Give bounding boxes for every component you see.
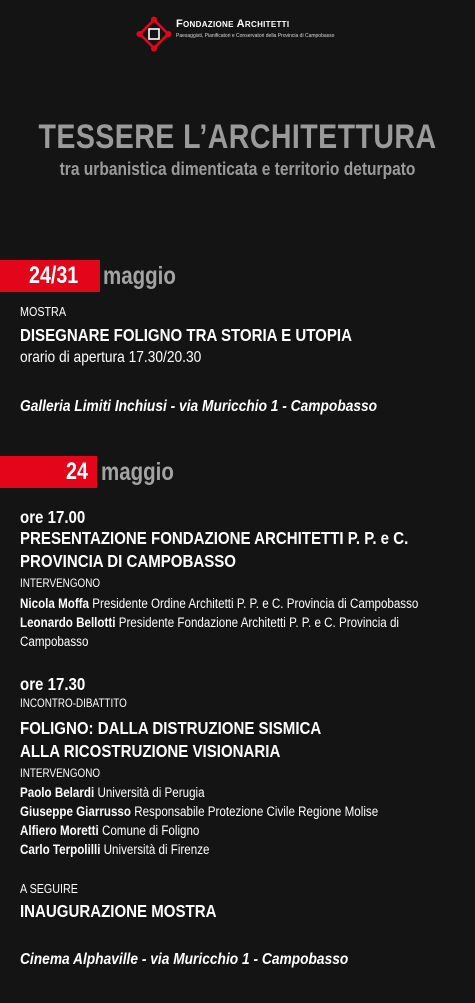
speaker-line: [20, 783, 205, 802]
exhibition-title: DISEGNARE FOLIGNO TRA STORIA E UTOPIA: [20, 325, 352, 345]
page-title: TESSERE L’ARCHITETTURA: [38, 118, 437, 156]
speaker-line: [20, 594, 418, 613]
event-title-line2: ALLA RICOSTRUZIONE VISIONARIA: [20, 741, 281, 761]
inauguration-title: INAUGURAZIONE MOSTRA: [20, 901, 217, 921]
following-label: A SEGUIRE: [20, 882, 78, 896]
speakers-label: INTERVENGONO: [20, 578, 101, 590]
logo-name: Fondazione Architetti: [176, 18, 290, 30]
speaker-name: Paolo Belardi: [20, 785, 95, 800]
speaker-role: Università di Perugia: [97, 785, 205, 800]
speaker-line: [20, 821, 199, 840]
event-time: ore 17.00: [20, 507, 86, 527]
speaker-line: [20, 840, 209, 859]
date-month: maggio: [101, 458, 174, 486]
date-month: maggio: [103, 262, 176, 290]
event-title-line2: PROVINCIA DI CAMPOBASSO: [20, 551, 237, 571]
date-day: 24: [66, 458, 88, 485]
speaker-role: Responsabile Protezione Civile Regione Molise: [134, 804, 379, 819]
speaker-role: Università di Firenze: [103, 842, 210, 857]
exhibition-label: MOSTRA: [20, 305, 66, 319]
speaker-role: Presidente Ordine Architetti P. P. e C. Provincia di Campobasso: [92, 596, 419, 611]
date-range: 24/31: [29, 262, 79, 289]
speaker-role-continued: Campobasso: [20, 634, 89, 649]
speaker-name: Giuseppe Giarrusso: [20, 804, 131, 819]
event-title-line1: FOLIGNO: DALLA DISTRUZIONE SISMICA: [20, 718, 322, 738]
event-time: ore 17.30: [20, 674, 86, 694]
speaker-line: [20, 802, 378, 821]
speaker-name: Nicola Moffa: [20, 596, 90, 611]
speaker-role: Presidente Fondazione Architetti P. P. e C. Provincia di: [118, 615, 400, 630]
speakers-label: INTERVENGONO: [20, 768, 101, 780]
speaker-name: Alfiero Moretti: [20, 823, 99, 838]
event-title-line1: PRESENTAZIONE FONDAZIONE ARCHITETTI P. P. e C.: [20, 528, 409, 548]
foundation-logo-icon: [136, 16, 172, 52]
exhibition-venue: Galleria Limiti Inchiusi - via Muricchio 1 - Campobasso: [20, 398, 378, 415]
logo-subtitle: Paesaggisti, Pianificatori e Conservatori della Provincia di Campobasso: [176, 33, 335, 39]
page-subtitle: tra urbanistica dimenticata e territorio deturpato: [59, 158, 416, 179]
event-type: INCONTRO-DIBATTITO: [20, 698, 127, 710]
speaker-name: Leonardo Bellotti: [20, 615, 116, 630]
event-venue: Cinema Alphaville - via Muricchio 1 - Campobasso: [20, 951, 349, 968]
opening-hours: orario di apertura 17.30/20.30: [20, 349, 202, 366]
speaker-name: Carlo Terpolilli: [20, 842, 101, 857]
speaker-role: Comune di Foligno: [101, 823, 200, 838]
speaker-line: [20, 613, 399, 632]
